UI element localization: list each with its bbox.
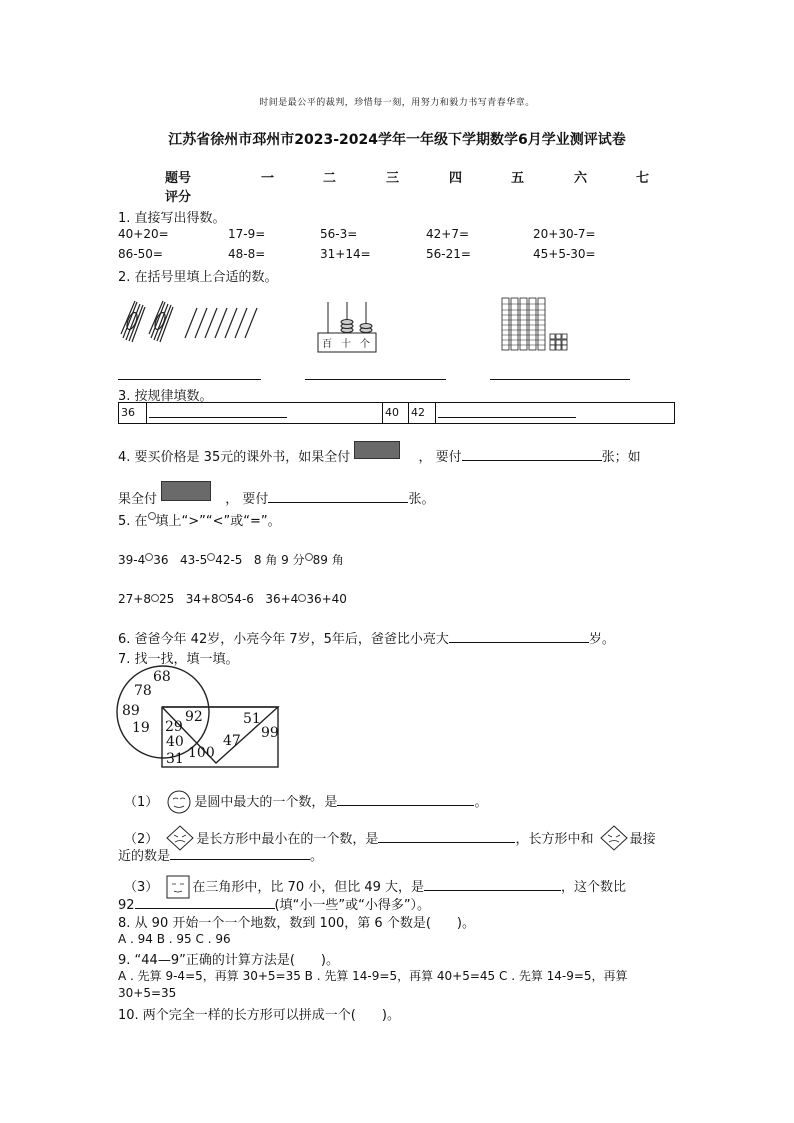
stick-bundles-image bbox=[117, 296, 267, 348]
q7-sub3-line2-a: 92 bbox=[118, 898, 135, 913]
diagram-number: 29 bbox=[165, 719, 183, 735]
q1-expr: 40+20= bbox=[118, 227, 169, 241]
q5-left: 36+4 bbox=[265, 592, 299, 606]
q5-right: 36 bbox=[153, 553, 169, 567]
q3-blank-cell[interactable] bbox=[147, 403, 383, 423]
q7-sub2-line2 bbox=[118, 845, 323, 864]
banknote-image bbox=[354, 441, 400, 459]
score-col-6: 六 bbox=[574, 171, 588, 186]
q1-expr: 31+14= bbox=[320, 247, 371, 261]
q5-left: 34+8 bbox=[185, 592, 219, 606]
q7-sub3-answer-blank-1[interactable] bbox=[424, 878, 561, 891]
q7-sub3 bbox=[124, 875, 626, 895]
q3-blank-cell[interactable] bbox=[436, 403, 672, 423]
diagram-number: 31 bbox=[166, 751, 184, 767]
q7-sub2-num: （2） bbox=[124, 832, 159, 847]
q7-sub2 bbox=[124, 825, 656, 847]
q2-answer-line-2[interactable] bbox=[305, 379, 446, 380]
q4-text-a: 4. 要买价格是 35元的课外书，如果全付 bbox=[118, 450, 351, 465]
abacus-label-tens: 十 bbox=[341, 339, 351, 350]
q5-right: 54-6 bbox=[226, 592, 254, 606]
q4-line1 bbox=[118, 446, 641, 465]
q4-text-b: ， 要付 bbox=[418, 450, 462, 465]
abacus-label-ones: 个 bbox=[360, 339, 370, 350]
cube-blocks-image bbox=[498, 294, 574, 352]
q4-text-c: 张；如 bbox=[601, 450, 641, 465]
q2-answer-line-3[interactable] bbox=[490, 379, 630, 380]
q1-expr: 42+7= bbox=[426, 227, 470, 241]
q6-text-b: 岁。 bbox=[588, 632, 615, 647]
q7-sub3-answer-blank-2[interactable] bbox=[135, 896, 275, 909]
diagram-number: 68 bbox=[153, 669, 171, 685]
q2-answer-line-1[interactable] bbox=[118, 379, 261, 380]
q5-heading-b: 填上“>”“<”或“=”。 bbox=[155, 514, 281, 529]
diagram-number: 40 bbox=[166, 734, 184, 750]
q4-text-d: 果全付 bbox=[118, 492, 158, 507]
diagram-number: 47 bbox=[223, 733, 241, 749]
q3-cell: 36 bbox=[119, 403, 147, 423]
q7-sub1-answer-blank[interactable] bbox=[337, 793, 474, 806]
q7-sub2-answer-blank-2[interactable] bbox=[170, 847, 310, 860]
q10-stem: 10. 两个完全一样的长方形可以拼成一个( )。 bbox=[118, 1008, 400, 1023]
diagram-number: 89 bbox=[122, 703, 140, 719]
q4-answer-blank-1[interactable] bbox=[462, 448, 602, 461]
score-table-row1-label: 题号 bbox=[165, 171, 192, 186]
q7-sub2-line2-b: 。 bbox=[310, 849, 324, 864]
circle-shape-icon bbox=[166, 790, 192, 814]
q4-answer-blank-2[interactable] bbox=[268, 490, 408, 503]
page-title: 江苏省徐州市邳州市2023-2024学年一年级下学期数学6月学业测评试卷 bbox=[168, 132, 626, 148]
q6-answer-blank[interactable] bbox=[449, 630, 589, 643]
q9-options-line1[interactable]: A . 先算 9-4=5，再算 30+5=35 B . 先算 14-9=5，再算 40+5=45 C . 先算 14-9=5，再算 bbox=[118, 969, 628, 983]
q7-sub3-text-b: ，这个数比 bbox=[561, 880, 627, 895]
q3-cell: 40 bbox=[383, 403, 409, 423]
score-col-1: 一 bbox=[261, 171, 275, 186]
score-col-7: 七 bbox=[636, 171, 650, 186]
q7-sub2-line2-a: 近的数是 bbox=[118, 849, 171, 864]
q5-left: 43-5 bbox=[179, 553, 208, 567]
score-col-2: 二 bbox=[323, 171, 337, 186]
q5-heading-a: 5. 在 bbox=[118, 514, 148, 529]
banknote-image bbox=[161, 481, 211, 501]
score-col-3: 三 bbox=[386, 171, 400, 186]
q7-sub2-answer-blank-1[interactable] bbox=[378, 830, 515, 843]
q7-sub1-num: （1） bbox=[124, 795, 159, 810]
q4-text-f: 张。 bbox=[408, 492, 435, 507]
q1-expr: 20+30-7= bbox=[533, 227, 596, 241]
q7-sub2-text-c: 最接 bbox=[629, 832, 656, 847]
q7-sub2-text-a: 是长方形中最小在的一个数，是 bbox=[196, 832, 379, 847]
q7-sub3-line2-b: (填“小一些”或“小得多”）。 bbox=[274, 898, 431, 913]
score-col-5: 五 bbox=[511, 171, 525, 186]
q1-expr: 45+5-30= bbox=[533, 247, 596, 261]
diagram-number: 19 bbox=[132, 720, 150, 736]
q1-expr: 56-3= bbox=[320, 227, 358, 241]
diagram-number: 100 bbox=[188, 745, 215, 761]
compare-circle[interactable] bbox=[151, 594, 159, 602]
q1-expr: 17-9= bbox=[228, 227, 266, 241]
diagram-number: 99 bbox=[261, 725, 279, 741]
diamond-shape-icon bbox=[600, 825, 628, 851]
q5-left: 39-4 bbox=[118, 553, 146, 567]
q2-heading: 2. 在括号里填上合适的数。 bbox=[118, 270, 278, 285]
q1-expr: 48-8= bbox=[228, 247, 266, 261]
q5-right: 89 角 bbox=[312, 553, 344, 567]
q7-sub1 bbox=[124, 790, 487, 810]
q9-stem: 9. “44—9”正确的计算方法是( )。 bbox=[118, 953, 339, 968]
q6-line bbox=[118, 628, 615, 647]
q4-line2 bbox=[118, 488, 434, 507]
q5-left: 8 角 9 分 bbox=[253, 553, 305, 567]
q1-expr: 86-50= bbox=[118, 247, 163, 261]
q8-options[interactable]: A . 94 B . 95 C . 96 bbox=[118, 932, 231, 946]
q7-sub3-line2 bbox=[118, 894, 430, 913]
q7-sub3-text-a: 在三角形中，比 70 小，但比 49 大，是 bbox=[192, 880, 425, 895]
q1-heading: 1. 直接写出得数。 bbox=[118, 211, 226, 226]
compare-circle[interactable] bbox=[207, 553, 215, 561]
q5-left: 27+8 bbox=[118, 592, 151, 606]
q5-heading bbox=[118, 510, 281, 529]
motto-text: 时间是最公平的裁判，珍惜每一刻，用努力和毅力书写青春华章。 bbox=[259, 98, 535, 108]
q1-expr: 56-21= bbox=[426, 247, 471, 261]
abacus-label-hundreds: 百 bbox=[322, 339, 332, 350]
diagram-number: 92 bbox=[185, 709, 203, 725]
compare-circle[interactable] bbox=[219, 594, 227, 602]
q6-text-a: 6. 爸爸今年 42岁，小亮今年 7岁，5年后，爸爸比小亮大 bbox=[118, 632, 449, 647]
abacus-image bbox=[316, 300, 378, 354]
diagram-number: 51 bbox=[243, 711, 261, 727]
score-col-4: 四 bbox=[449, 171, 463, 186]
q7-heading: 7. 找一找，填一填。 bbox=[118, 652, 239, 667]
q5-row2 bbox=[118, 592, 347, 606]
q5-right: 25 bbox=[158, 592, 175, 606]
q9-options-line2[interactable]: 30+5=35 bbox=[118, 986, 177, 1000]
q3-heading: 3. 按规律填数。 bbox=[118, 389, 213, 404]
circle-icon bbox=[148, 512, 156, 520]
q5-right: 36+40 bbox=[306, 592, 347, 606]
compare-circle[interactable] bbox=[305, 553, 313, 561]
q3-sequence-table bbox=[118, 402, 675, 424]
score-table-row2-label: 评分 bbox=[165, 190, 192, 205]
q7-sub3-num: （3） bbox=[124, 880, 159, 895]
q7-sub1-text-b: 。 bbox=[474, 795, 488, 810]
q8-stem: 8. 从 90 开始一个一个地数，数到 100，第 6 个数是( )。 bbox=[118, 916, 475, 931]
q5-right: 42-5 bbox=[215, 553, 243, 567]
q5-row1 bbox=[118, 551, 344, 568]
q4-text-e: ， 要付 bbox=[225, 492, 269, 507]
q7-sub2-text-b: ，长方形中和 bbox=[515, 832, 594, 847]
q7-sub1-text-a: 是圆中最大的一个数，是 bbox=[194, 795, 338, 810]
shapes-diagram bbox=[116, 665, 284, 770]
q3-cell: 42 bbox=[409, 403, 436, 423]
diagram-number: 78 bbox=[134, 683, 152, 699]
